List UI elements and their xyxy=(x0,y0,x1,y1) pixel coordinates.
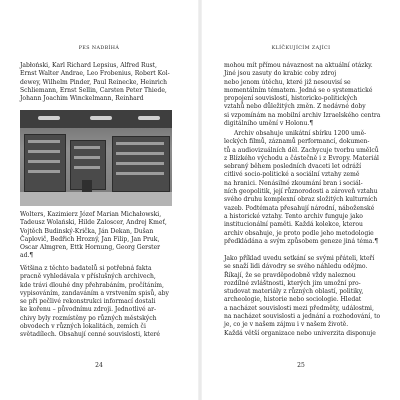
text-line: Johann Joachim Winckelmann, Reinhard xyxy=(20,95,144,103)
text-line: z Blízkého východu a částečně i z Evropy. Materiál xyxy=(224,154,379,162)
text-line: dewey, Wilhelm Pinder, Paul Reinecke, Heinrich xyxy=(20,78,168,86)
text-line: vztahů nebo důležitých změn. Z nedávné doby xyxy=(224,103,366,111)
text-line: archeologie, historie nebo sociologie. Hledat xyxy=(224,296,362,304)
text-line: Vojtěch Budinský-Krička, Ján Dekan, Dušan xyxy=(20,227,154,235)
drawer xyxy=(116,172,164,175)
right-archive-text xyxy=(224,130,384,246)
text-line: pracně vyhledávala v příslušných archivech, xyxy=(20,273,156,281)
text-line: je, co je v našem zájmu i v našem životě. xyxy=(224,321,349,329)
text-line: na hranici. Nenásilné zkoumání bran i sociál- xyxy=(224,179,363,187)
text-line: institucionální paměti. Každá kolekce, kterou xyxy=(224,221,363,229)
text-line: Archiv obsahuje unikátní sbírku 1200 umě- xyxy=(234,130,367,137)
drawer xyxy=(28,170,60,173)
text-line: ad.¶ xyxy=(20,252,34,260)
text-line: předkládána a svým způsobem geneze jiná téma.¶ xyxy=(224,237,379,245)
drawer xyxy=(74,166,100,169)
photo-lamp xyxy=(38,116,60,120)
text-line: archiv obsahuje, je proto podle jeho metodologie xyxy=(224,229,374,237)
text-line: Tadeusz Wolański, Hilde Zaloscer, Andrej Kmeť, xyxy=(20,219,167,227)
left-running-head: PES NADBÍHÁ xyxy=(78,46,120,51)
drawer xyxy=(116,152,164,155)
archive-photo xyxy=(20,110,172,206)
text-line: si vzpomínám na mobilní archiv Izraelského centra xyxy=(224,111,381,119)
text-line: ke kořenu – původnímu zdroji. Jednotlivé ar- xyxy=(20,306,157,314)
text-line: a nacházet souvislosti mezi předměty, událostmi, xyxy=(224,304,374,312)
text-line: tů a audiovizuálních děl. Zachycuje tvorbu umělců xyxy=(224,146,379,154)
text-line: Jabłoński, Karl Richard Lepsius, Alfred Rust, xyxy=(20,62,157,69)
drawer xyxy=(74,156,100,159)
text-line: Každá větší organizace nebo univerzita disponuje xyxy=(224,329,376,337)
photo-lamp xyxy=(90,116,112,120)
text-line: leckých filmů, záznamů performancí, dokumen- xyxy=(224,138,370,146)
text-line: Schliemann, Ernst Sellin, Carsten Peter Thiede, xyxy=(20,86,167,94)
text-line: Čaplovič, Bedřich Hrozný, Jan Filip, Jan Pruk, xyxy=(20,235,160,243)
text-line: a historické vztahy. Tento archiv funguje jako xyxy=(224,212,363,220)
text-line: svého druhu komplexní obraz složitých kulturních xyxy=(224,196,378,204)
drawer xyxy=(74,146,100,149)
left-body-text xyxy=(20,265,180,340)
text-line: studovat materiály z různých oblastí, politiky, xyxy=(224,288,364,296)
left-names-text xyxy=(20,62,180,103)
text-line: Oscar Almgren, Ettk Hornung, Georg Gerster xyxy=(20,244,161,252)
left-page-number: 24 xyxy=(95,362,103,369)
photo-lamp xyxy=(138,116,160,120)
photo-floor xyxy=(20,192,172,206)
text-line: vazeb. Podtémata přesahují národní, náboženské xyxy=(224,204,375,212)
text-line: Většina z těchto badatelů si potřebná fakta xyxy=(20,265,152,272)
right-page-number: 25 xyxy=(297,362,305,369)
drawer xyxy=(28,140,60,143)
text-line: rozdílné zvláštnosti, kterých jim umožní pro- xyxy=(224,279,361,287)
drawer xyxy=(28,150,60,153)
drawer xyxy=(28,160,60,163)
text-line: vypisováním, zandaváním a vrstvením spisů, aby xyxy=(20,289,169,297)
text-line: ních geopolitik, její různorodosti a zároveň vztahu xyxy=(224,188,378,196)
left-names-continued xyxy=(20,211,180,261)
text-line: citlivé socio-politické a sociální vztahy země xyxy=(224,171,360,179)
text-line: kde trávi dlouhé dny přehrabáním, pročítáním, xyxy=(20,281,164,289)
text-line: Jako příklad uvedu setkání se svými přáteli, kteří xyxy=(224,255,375,262)
text-line: mohou mít přímou návaznost na aktuální otázky. xyxy=(224,62,373,69)
text-line: se při pečlivé rekonstrukci informací dostali xyxy=(20,298,156,306)
text-line: Jiné jsou zasuty do krabic coby zdroj xyxy=(224,70,337,78)
text-line: nebo jenom útěchu, které již nesouvisí se xyxy=(224,78,351,86)
right-bottom-text xyxy=(224,255,384,338)
right-page xyxy=(202,0,400,400)
text-line: se snaží lidi dávodry se svého náhledu odějmo. xyxy=(224,263,368,271)
drawer xyxy=(116,162,164,165)
text-line: sebraný během posledních dvaceti let odráží xyxy=(224,163,362,171)
text-line: momentálním tématem. Jedná se o systematické xyxy=(224,86,373,94)
text-line: propojení souvislostí, historicko-politických xyxy=(224,95,358,103)
text-line: Říkají, že se pravděpodobně vždy naleznou xyxy=(224,271,356,279)
text-line: obvodech v různých lokalitách, zemích či xyxy=(20,323,146,331)
left-page xyxy=(0,0,198,400)
text-line: digitálního umění v Holonu.¶ xyxy=(224,120,314,128)
text-line: Wolters, Kazimierz Józef Marian Michałowski, xyxy=(20,211,162,218)
right-running-head: KLÍČKUJÍCÍM ZAJÍCI xyxy=(271,46,331,51)
text-line: Ernst Walter Andrae, Leo Frobenius, Robert Kol- xyxy=(20,70,170,78)
right-top-text xyxy=(224,62,384,128)
text-line: na nacházet souvislosti a jednání a rozhodování, to xyxy=(224,313,381,321)
drawer xyxy=(116,142,164,145)
text-line: chivy byly rozmístěny po různých městských xyxy=(20,314,157,322)
text-line: světadílech. Obsahují cenné souvislosti, které xyxy=(20,331,161,339)
